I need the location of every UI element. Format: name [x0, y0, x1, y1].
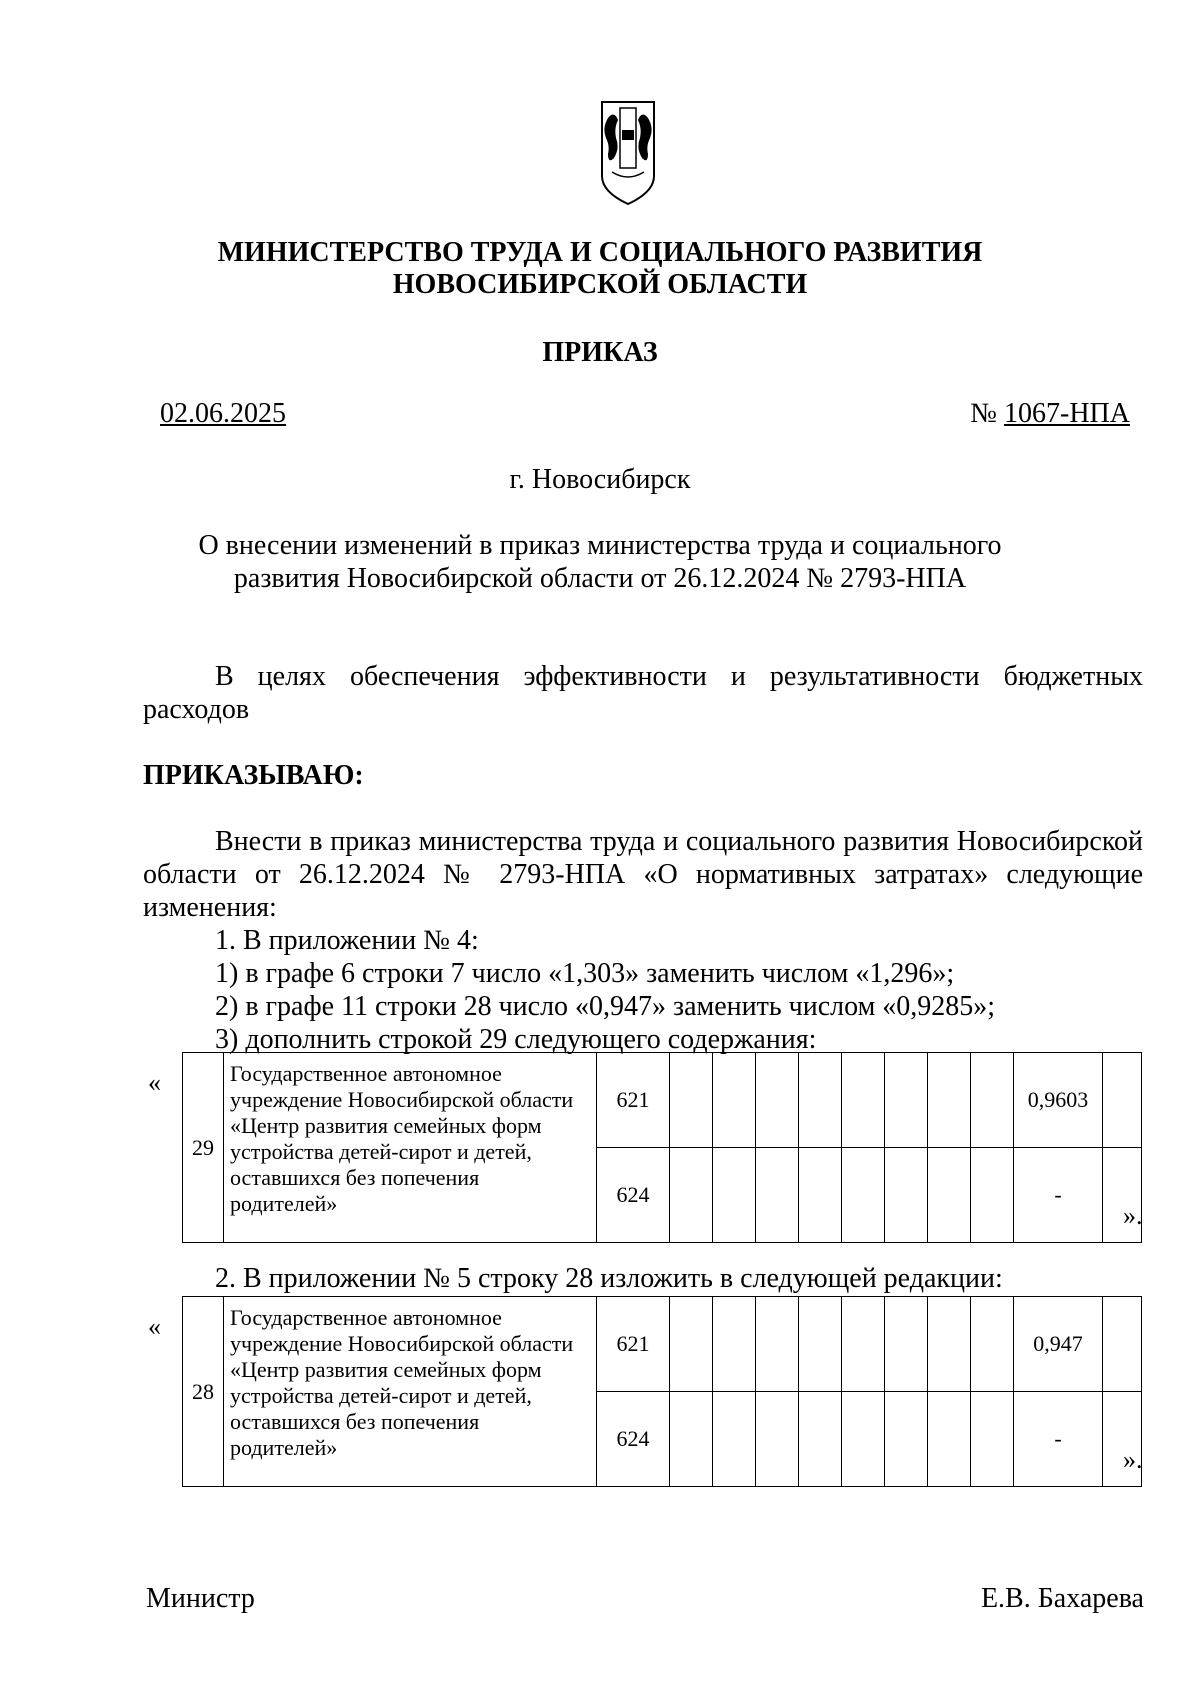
item-sub3: 3) дополнить строкой 29 следующего содержания:	[215, 1024, 817, 1055]
item-appendix4: 1. В приложении № 4:	[215, 925, 479, 956]
quote-open-2: «	[148, 1312, 161, 1341]
ministry-title	[0, 237, 1200, 301]
institution-name: Государственное автономное учреждение Новосибирской области «Центр развития семейных форм устройства детей-сирот и детей, оставшихся без попечения родителей»	[224, 1053, 597, 1243]
quote-close-1: ».	[1123, 1201, 1143, 1230]
city: г. Новосибирск	[509, 464, 691, 495]
doc-number-value: 1067-НПА	[1004, 398, 1130, 429]
doc-number	[970, 398, 1130, 430]
signatory-position: Министр	[146, 1583, 255, 1614]
ministry-title-line2: НОВОСИБИРСКОЙ ОБЛАСТИ	[392, 269, 808, 300]
institution-name: Государственное автономное учреждение Новосибирской области «Центр развития семейных форм устройства детей-сирот и детей, оставшихся без попечения родителей»	[224, 1297, 597, 1487]
code-cell: 624	[597, 1148, 670, 1243]
ministry-title-line1: МИНИСТЕРСТВО ТРУДА И СОЦИАЛЬНОГО РАЗВИТИЯ	[217, 237, 983, 268]
value-cell: 0,9603	[1014, 1053, 1103, 1148]
doc-type-title: ПРИКАЗ	[542, 337, 658, 368]
item-sub2: 2) в графе 11 строки 28 число «0,947» заменить числом «0,9285»;	[215, 991, 996, 1022]
quote-open-1: «	[148, 1068, 161, 1097]
item-appendix5: 2. В приложении № 5 строку 28 изложить в следующей редакции:	[215, 1263, 1003, 1294]
subject: О внесении изменений в приказ министерства труда и социального развития Новосибирской области от 26.12.2024 № 2793-НПА	[198, 530, 1002, 594]
row-number: 28	[183, 1297, 224, 1487]
item-sub1: 1) в графе 6 строки 7 число «1,303» заменить числом «1,296»;	[215, 958, 955, 989]
value-cell: -	[1014, 1392, 1103, 1487]
value-cell: -	[1014, 1148, 1103, 1243]
doc-date: 02.06.2025	[160, 398, 286, 429]
row-number: 29	[183, 1053, 224, 1243]
table-row-29	[182, 1052, 1142, 1243]
value-cell: 0,947	[1014, 1297, 1103, 1392]
signatory-name: Е.В. Бахарева	[980, 1583, 1144, 1614]
intro-paragraph	[143, 825, 1143, 924]
orders-heading: ПРИКАЗЫВАЮ:	[143, 760, 364, 791]
intro-text: Внести в приказ министерства труда и социального развития Новосибирской области от 26.12.2024 № 2793-НПА «О нормативных затратах» следующие изменения:	[143, 826, 1143, 923]
table-row-28	[182, 1296, 1142, 1487]
code-cell: 621	[597, 1297, 670, 1392]
basis-text: В целях обеспечения эффективности и результативности бюджетных расходов	[143, 661, 1143, 725]
basis-paragraph	[143, 660, 1143, 726]
code-cell: 621	[597, 1053, 670, 1148]
code-cell: 624	[597, 1392, 670, 1487]
doc-number-prefix: №	[970, 398, 1004, 429]
quote-close-2: ».	[1123, 1445, 1143, 1474]
coat-of-arms-icon	[600, 100, 656, 206]
